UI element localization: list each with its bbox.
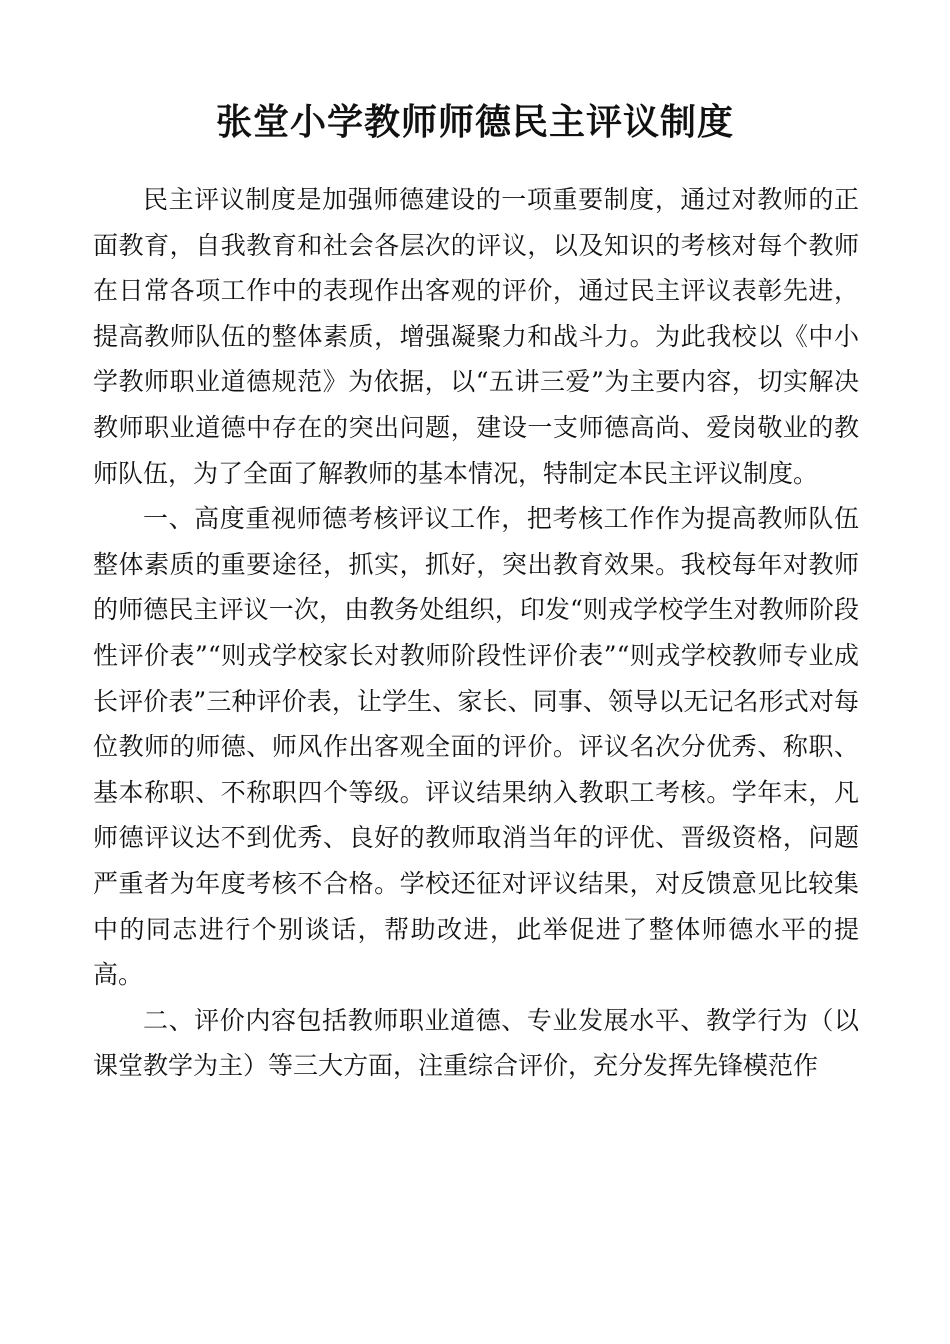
document-body [93,177,859,1089]
paragraph-section-2: 二、评价内容包括教师职业道德、专业发展水平、教学行为（以课堂教学为主）等三大方面，注重综合评价，充分发挥先锋模范作 [93,1005,859,1081]
paragraph-intro: 民主评议制度是加强师德建设的一项重要制度，通过对教师的正面教育，自我教育和社会各层次的评议，以及知识的考核对每个教师在日常各项工作中的表现作出客观的评价，通过民主评议表彰先进，提高教师队伍的整体素质，增强凝聚力和战斗力。为此我校以《中小学教师职业道德规范》为依据，以“五讲三爱”为主要内容，切实解决教师职业道德中存在的突出问题，建设一支师德高尚、爱岗敬业的教师队伍，为了全面了解教师的基本情况，特制定本民主评议制度。 [93,185,859,488]
paragraph-section-1: 一、高度重视师德考核评议工作，把考核工作作为提高教师队伍整体素质的重要途径，抓实，抓好，突出教育效果。我校每年对教师的师德民主评议一次，由教务处组织，印发“则戎学校学生对教师阶段性评价表”“则戎学校家长对教师阶段性评价表”“则戎学校教师专业成长评价表”三种评价表，让学生、家长、同事、领导以无记名形式对每位教师的师德、师风作出客观全面的评价。评议名次分优秀、称职、基本称职、不称职四个等级。评议结果纳入教职工考核。学年末，凡师德评议达不到优秀、良好的教师取消当年的评优、晋级资格，问题严重者为年度考核不合格。学校还征对评议结果，对反馈意见比较集中的同志进行个别谈话，帮助改进，此举促进了整体师德水平的提高。 [93,504,859,990]
document-title: 张堂小学教师师德民主评议制度 [215,102,734,143]
